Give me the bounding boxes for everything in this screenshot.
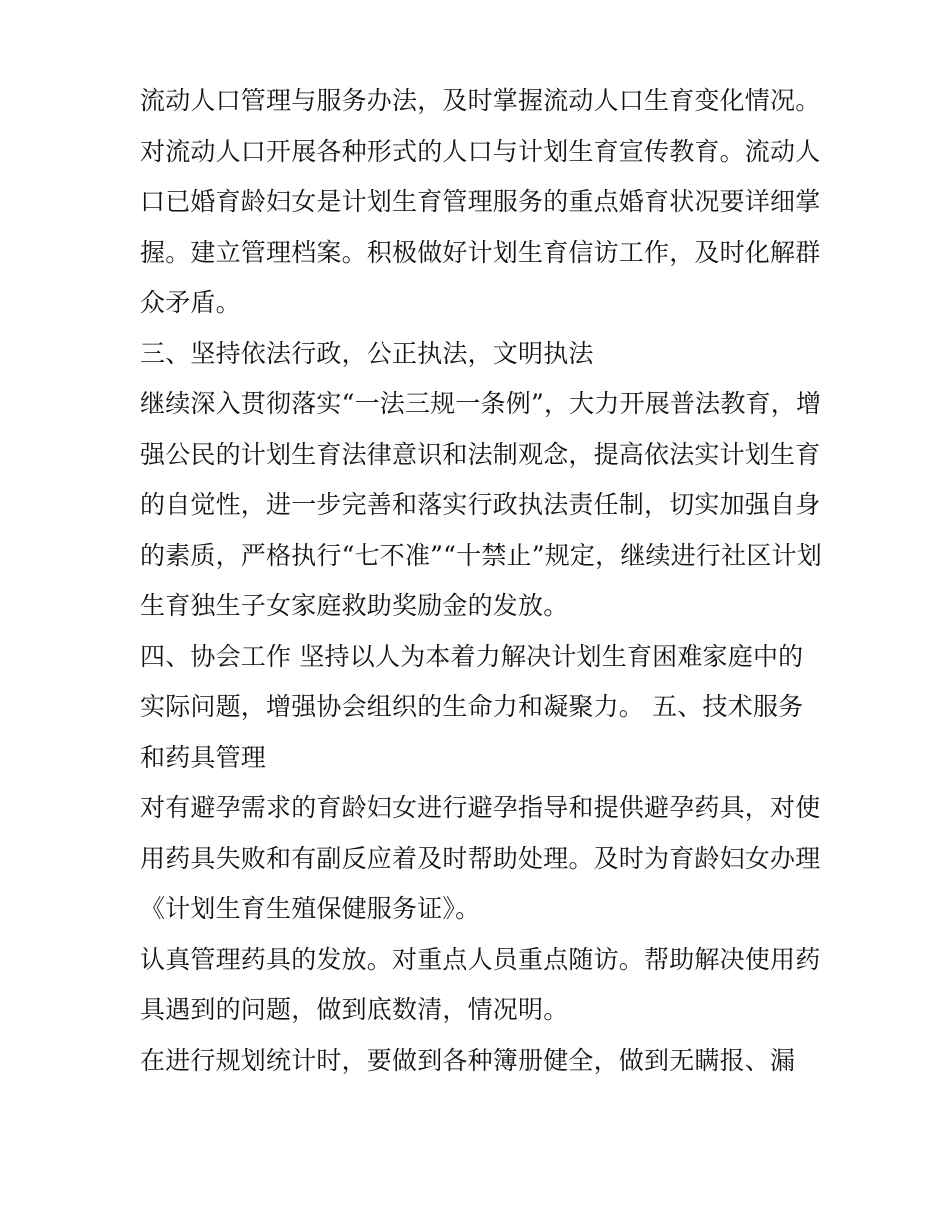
text-line: 握。建立管理档案。积极做好计划生育信访工作，及时化解群 bbox=[140, 237, 821, 267]
text-line: 具遇到的问题，做到底数清，情况明。 bbox=[140, 995, 569, 1024]
text-line: 在进行规划统计时，要做到各种簿册健全，做到无瞒报、漏 bbox=[140, 1045, 796, 1075]
text-line: 对流动人口开展各种形式的人口与计划生育宣传教育。流动人 bbox=[140, 136, 821, 166]
text-line: 《计划生育生殖保健服务证》。 bbox=[140, 894, 481, 923]
text-line: 继续深入贯彻落实“一法三规一条例”，大力开展普法教育，增 bbox=[140, 389, 822, 418]
text-line: 认真管理药具的发放。对重点人员重点随访。帮助解决使用药 bbox=[140, 944, 821, 974]
text-line: 强公民的计划生育法律意识和法制观念，提高依法实计划生育 bbox=[140, 439, 821, 469]
text-line: 用药具失败和有副反应着及时帮助处理。及时为育龄妇女办理 bbox=[140, 843, 821, 873]
text-line: 的素质，严格执行“七不准”“十禁止”规定，继续进行社区计划 bbox=[140, 540, 822, 570]
section-heading: 三、坚持依法行政，公正执法，文明执法 bbox=[140, 338, 594, 368]
text-line: 的自觉性，进一步完善和落实行政执法责任制，切实加强自身 bbox=[140, 490, 821, 519]
text-line: 流动人口管理与服务办法，及时掌握流动人口生育变化情况。 bbox=[140, 86, 821, 115]
text-line: 众矛盾。 bbox=[140, 288, 241, 317]
text-line: 生育独生子女家庭救助奖励金的发放。 bbox=[140, 591, 569, 620]
text-line: 和药具管理 bbox=[140, 742, 267, 772]
text-line: 对有避孕需求的育龄妇女进行避孕指导和提供避孕药具，对使 bbox=[140, 793, 821, 822]
text-line: 口已婚育龄妇女是计划生育管理服务的重点婚育状况要详细掌 bbox=[140, 187, 821, 216]
section-heading: 四、协会工作 坚持以人为本着力解决计划生育困难家庭中的 bbox=[140, 641, 804, 671]
text-line: 实际问题，增强协会组织的生命力和凝聚力。 五、技术服务 bbox=[140, 692, 804, 721]
document-body bbox=[140, 76, 820, 1086]
